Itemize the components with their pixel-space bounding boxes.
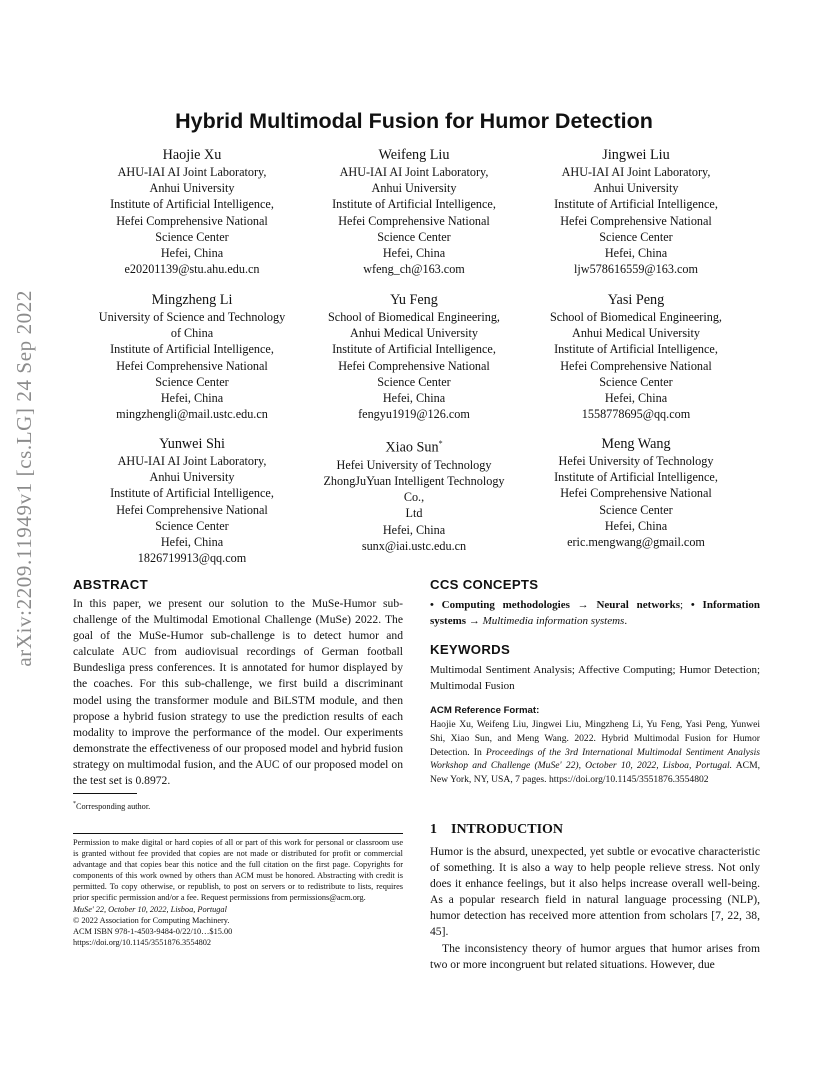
author-email: eric.mengwang@gmail.com	[567, 535, 705, 550]
arxiv-identifier: arXiv:2209.11949v1 [cs.LG] 24 Sep 2022	[12, 290, 36, 667]
author-affiliation: Hefei Comprehensive National	[116, 502, 268, 517]
author-affiliation: Institute of Artificial Intelligence,	[554, 342, 718, 357]
author-affiliation: Co.,	[403, 490, 425, 505]
author-location: Hefei, China	[382, 246, 446, 261]
author-affiliation: Hefei Comprehensive National	[560, 358, 712, 373]
acm-reference-proceedings: Proceedings of the 3rd International Multimodal Sentiment Analysis Workshop and Challenge (MuSe' 22), October 10, 2022, Lisboa, Portugal.	[430, 746, 760, 772]
author-location: Hefei, China	[604, 246, 668, 261]
author-block	[527, 291, 745, 422]
ccs-concept: Neural networks	[596, 599, 681, 611]
author-block	[83, 435, 301, 566]
author-affiliation: University of Science and Technology	[98, 310, 286, 324]
section-number: 1	[430, 822, 437, 837]
author-affiliation: Hefei University of Technology	[336, 457, 492, 472]
author-email: ljw578616559@163.com	[574, 262, 698, 277]
author-name: Yasi Peng	[607, 292, 665, 308]
author-block	[527, 435, 745, 550]
author-affiliation: Science Center	[599, 229, 673, 244]
author-name: Yu Feng	[390, 292, 438, 308]
author-affiliation: Hefei Comprehensive National	[116, 213, 268, 228]
footnote-mark: *	[73, 801, 76, 807]
author-location: Hefei, China	[604, 391, 668, 406]
author-affiliation: Hefei Comprehensive National	[338, 358, 490, 373]
author-location: Hefei, China	[382, 522, 446, 537]
acm-reference-heading: ACM Reference Format:	[430, 705, 540, 716]
acm-reference-text	[430, 718, 760, 787]
author-name: Meng Wang	[601, 436, 671, 452]
author-affiliation: Anhui University	[593, 181, 679, 196]
isbn: ACM ISBN 978-1-4503-9484-0/22/10…$15.00	[73, 926, 233, 936]
author-affiliation: Anhui Medical University	[350, 326, 478, 341]
author-affiliation: Anhui University	[371, 181, 457, 196]
author-email: e20201139@stu.ahu.edu.cn	[124, 262, 260, 277]
author-email: 1558778695@qq.com	[581, 407, 691, 422]
author-affiliation: Hefei Comprehensive National	[560, 486, 712, 501]
introduction-section	[430, 822, 760, 973]
author-affiliation: Science Center	[377, 374, 451, 389]
introduction-paragraph: The inconsistency theory of humor argues that humor arises from two or more incongruent but related situations. However, due	[430, 941, 760, 971]
acm-reference-tail: ACM, New York, NY, USA, 7 pages. https://doi.org/10.1145/3551876.3554802	[430, 760, 760, 786]
author-block	[527, 146, 745, 277]
author-name-wrapper	[305, 435, 523, 457]
author-affiliation: Anhui University	[149, 470, 235, 485]
author-affiliation: School of Biomedical Engineering,	[328, 310, 500, 324]
abstract-heading: ABSTRACT	[73, 577, 148, 592]
author-location: Hefei, China	[160, 391, 224, 406]
author-email: mingzhengli@mail.ustc.edu.cn	[116, 407, 268, 422]
acm-reference-section	[430, 705, 760, 787]
ccs-section	[430, 577, 760, 629]
author-affiliation: AHU-IAI AI Joint Laboratory,	[339, 165, 489, 179]
author-affiliation: Science Center	[599, 502, 673, 517]
author-email: 1826719913@qq.com	[137, 551, 247, 566]
author-affiliation: AHU-IAI AI Joint Laboratory,	[117, 165, 267, 179]
permission-statement: Permission to make digital or hard copies of all or part of this work for personal or classroom use is granted without fee provided that copies are not made or distributed for profit or commercial advantage and that copies bear this notice and the full citation on the first page. Copyrights for components of this work owned by others than ACM must be honored. Abstracting with credit is permitted. To copy otherwise, or republish, to post on servers or to redistribute to lists, requires prior specific permission and/or a fee. Request permissions from permissions@acm.org.	[73, 838, 403, 903]
author-affiliation: Hefei Comprehensive National	[116, 358, 268, 373]
author-affiliation: Anhui University	[149, 181, 235, 196]
author-affiliation: Institute of Artificial Intelligence,	[554, 470, 718, 485]
author-affiliation: of China	[170, 326, 214, 341]
permission-rule	[73, 833, 403, 834]
author-affiliation: Science Center	[599, 374, 673, 389]
author-email: fengyu1919@126.com	[358, 407, 470, 422]
author-block	[305, 435, 523, 554]
author-affiliation: Science Center	[155, 374, 229, 389]
keywords-heading: KEYWORDS	[430, 642, 511, 657]
author-affiliation: Institute of Artificial Intelligence,	[554, 197, 718, 212]
footnote-text: Corresponding author.	[76, 801, 151, 811]
author-location: Hefei, China	[604, 518, 668, 533]
author-affiliation: Ltd	[405, 506, 423, 521]
acm-reference-authors: Haojie Xu, Weifeng Liu, Jingwei Liu, Mingzheng Li, Yu Feng, Yasi Peng, Yunwei Shi, Xiao Sun, and Meng Wang. 2022. Hybrid Multimodal Fusion for Humor Detection. In	[430, 719, 760, 758]
corresponding-author-mark: *	[438, 439, 443, 448]
author-affiliation: Hefei University of Technology	[558, 454, 714, 468]
ccs-separator: ;	[680, 599, 691, 611]
keywords-text: Multimodal Sentiment Analysis; Affective Computing; Humor Detection; Multimodal Fusion	[430, 664, 760, 692]
author-location: Hefei, China	[382, 391, 446, 406]
author-affiliation: Institute of Artificial Intelligence,	[332, 197, 496, 212]
ccs-end: .	[624, 614, 628, 627]
keywords-section	[430, 642, 760, 694]
author-name: Weifeng Liu	[378, 147, 450, 163]
abstract-section	[73, 577, 403, 789]
abstract-text: In this paper, we present our solution to the MuSe-Humor sub-challenge of the Multimodal Emotional Challenge (MuSe) 2022. The goal of the MuSe-Humor sub-challenge is to detect humor and calculate AUC from audiovisual recordings of German football Bundesliga press conferences. It is annotated for humor displayed by the coaches. For this sub-challenge, we first build a discriminant model using the transformer module and BiLSTM module, and then propose a hybrid fusion strategy to use the prediction results of each modality to improve the performance of the model. Our experiments demonstrate the effectiveness of our proposed model and hybrid fusion strategy on multimodal fusion, and the AUC of our proposed model on the test set is 0.8972.	[73, 597, 403, 788]
author-email: sunx@iai.ustc.edu.cn	[361, 538, 467, 553]
author-block	[305, 146, 523, 277]
author-name: Jingwei Liu	[602, 147, 670, 163]
author-affiliation: Institute of Artificial Intelligence,	[110, 486, 274, 501]
ccs-text	[430, 598, 760, 629]
ccs-arrow: →	[466, 614, 483, 627]
permission-block	[73, 837, 403, 948]
ccs-arrow: →	[569, 599, 597, 611]
ccs-concept: Multimedia information systems	[482, 614, 625, 627]
section-title: INTRODUCTION	[451, 822, 564, 837]
author-name: Mingzheng Li	[151, 292, 233, 308]
author-location: Hefei, China	[160, 535, 224, 550]
author-affiliation: Science Center	[155, 229, 229, 244]
author-affiliation: Institute of Artificial Intelligence,	[110, 197, 274, 212]
author-name: Yunwei Shi	[159, 436, 225, 452]
author-affiliation: AHU-IAI AI Joint Laboratory,	[117, 454, 267, 468]
ccs-heading: CCS CONCEPTS	[430, 577, 539, 592]
author-affiliation: Science Center	[155, 518, 229, 533]
author-affiliation: Institute of Artificial Intelligence,	[332, 342, 496, 357]
author-affiliation: Institute of Artificial Intelligence,	[110, 342, 274, 357]
author-name: Haojie Xu	[162, 147, 222, 163]
conference-venue: MuSe' 22, October 10, 2022, Lisboa, Portugal	[73, 904, 227, 914]
author-location: Hefei, China	[160, 246, 224, 261]
author-affiliation: Hefei Comprehensive National	[338, 213, 490, 228]
ccs-category: • Information systems	[430, 599, 761, 627]
introduction-paragraph: Humor is the absurd, unexpected, yet subtle or evocative characteristic of something. It is also a way to help people relieve stress. Not only does it enhance feelings, but it also helps increase overall well-being. As a popular research field in natural language processing (NLP), humor detection has received more attention from scholars [7, 22, 38, 45].	[430, 845, 760, 939]
paper-title: Hybrid Multimodal Fusion for Humor Detection	[175, 109, 653, 133]
author-email: wfeng_ch@163.com	[363, 262, 465, 277]
author-affiliation: AHU-IAI AI Joint Laboratory,	[561, 165, 711, 179]
author-affiliation: Science Center	[377, 229, 451, 244]
author-block	[83, 291, 301, 422]
author-affiliation: ZhongJuYuan Intelligent Technology	[323, 473, 505, 488]
ccs-category: • Computing methodologies	[430, 599, 570, 611]
copyright-notice: © 2022 Association for Computing Machinery.	[73, 915, 230, 925]
author-name: Xiao Sun	[385, 439, 439, 456]
doi-link: https://doi.org/10.1145/3551876.3554802	[73, 937, 212, 947]
footnote-rule	[73, 793, 137, 794]
author-affiliation: Anhui Medical University	[572, 326, 700, 341]
footnote	[73, 799, 403, 812]
author-affiliation: Hefei Comprehensive National	[560, 213, 712, 228]
introduction-heading	[430, 822, 760, 838]
author-block	[83, 146, 301, 277]
author-block	[305, 291, 523, 422]
author-affiliation: School of Biomedical Engineering,	[550, 310, 722, 324]
